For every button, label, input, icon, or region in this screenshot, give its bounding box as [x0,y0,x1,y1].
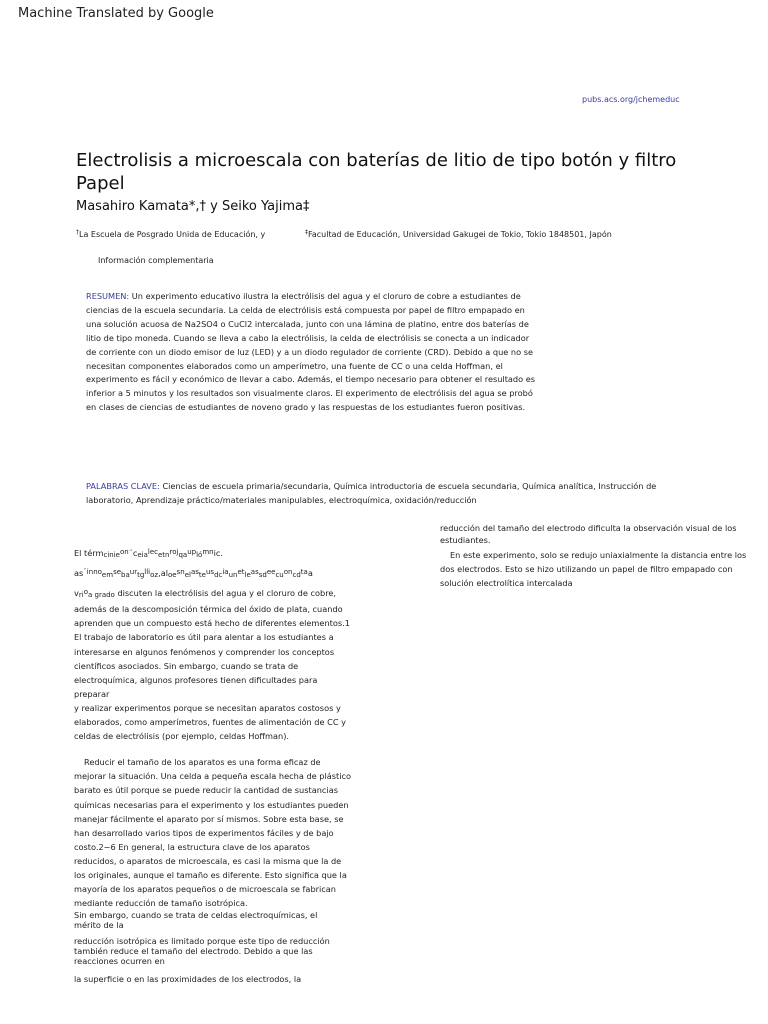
article-title: Electrolisis a microescala con baterías de litio de tipo botón y filtro Papel [76,150,677,194]
affiliation-1 [76,229,265,239]
right-paragraph-1: reducción del tamaño del electrodo dificulta la observación visual de los estudiantes. [440,523,737,545]
garbled-line-2: as¨innoemsebaurtgllioz,aloesnelasteusdciaunetleassdeecuoncdtaa [74,568,313,580]
keywords-text: Ciencias de escuela primaria/secundaria, Química introductoria de escuela secundaria, Química analítica, Instrucción de laboratorio, Aprendizaje práctico/materiales manipulables, electroquímica, oxidación/reducción [86,481,657,505]
keywords [86,480,696,508]
author-list: Masahiro Kamata*,† y Seiko Yajima‡ [76,199,310,214]
affiliation-text: La Escuela de Posgrado Unida de Educación, y [79,230,266,239]
keywords-label: PALABRAS CLAVE: [86,481,160,491]
affiliation-2 [305,229,612,239]
abstract-label: RESUMEN: [86,291,130,301]
machine-translation-banner: Machine Translated by Google [18,6,214,21]
garbled-line-1: El térmcinieon¨ceialecetnrojqauplómnic. [74,548,223,559]
affiliation-text: Facultad de Educación, Universidad Gakugei de Tokio, Tokio 1848501, Japón [308,230,612,239]
affiliation-mark: ‡ [305,229,308,236]
paragraph-1: además de la descomposición térmica del óxido de plata, cuando aprenden que un compuesto está hecho de diferentes elementos.1 El trabajo de laboratorio es útil para alentar a los estudiantes a interesarse en algunos fenómenos y comprender los conceptos científicos asociados. Sin embargo, cuando se trata de electroquímica, algunos profesores tienen dificultades para preparar y realizar experimentos porque se necesitan aparatos costosos y elaborados, como amperímetros, fuentes de alimentación de CC y celdas de electrólisis (por ejemplo, celdas Hoffman). [74,604,350,742]
paragraph-3: Sin embargo, cuando se trata de celdas electroquímicas, el mérito de la reducción isotrópica es limitado porque este tipo de reducción también reduce el tamaño del electrodo. Debido a que las reacciones ocurren en la superficie o en las proximidades de los electrodos, la [74,910,330,985]
paragraph-2: Reducir el tamaño de los aparatos es una forma eficaz de mejorar la situación. Una celda a pequeña escala hecha de plástico barato es útil porque se puede reducir la cantidad de sustancias químicas necesarias para el experimento y los estudiantes pueden manejar fácilmente el aparato por sí mismos. Sobre esta base, se han desarrollado varios tipos de experimentos fáciles y de bajo costo.2−6 En general, la estructura clave de los aparatos reducidos, o aparatos de microescala, es casi la misma que la de los originales, aunque el tamaño es diferente. Esto significa que la mayoría de los aparatos pequeños o de microescala se fabrican mediante reducción de tamaño isotrópica. [74,757,352,909]
body-right-column [440,522,756,591]
right-paragraph-2: En este experimento, solo se redujo uniaxialmente la distancia entre los dos electrodos. Esto se hizo utilizando un papel de filtro empapado con solución electrolítica intercalada [440,550,747,588]
body-left-column [74,545,374,984]
abstract-text: Un experimento educativo ilustra la electrólisis del agua y el cloruro de cobre a estudiantes de ciencias de la escuela secundaria. La celda de electrólisis está compuesta por papel de filtro empapado en una solución acuosa de Na2SO4 o CuCl2 intercalada, junto con una lámina de platino, entre dos baterías de litio de tipo moneda. Cuando se lleva a cabo la electrólisis, la celda de electrólisis se conecta a un indicador de corriente con un diodo emisor de luz (LED) y a un diodo regulador de corriente (CRD). Debido a que no se necesitan componentes elaborados como un amperímetro, una fuente de CC o una celda Hoffman, el experimento es fácil y económico de llevar a cabo. Además, el tiempo necesario para obtener el resultado es inferior a 5 minutos y los resultados son visualmente claros. El experimento de electrólisis del agua se probó en clases de ciencias de estudiantes de noveno grado y las respuestas de los estudiantes fueron positivas. [86,291,536,413]
garbled-line-3: vrioa grado discuten la electrólisis del agua y el cloruro de cobre, [74,588,337,600]
affiliation-mark: † [76,229,79,236]
abstract [86,290,538,415]
supporting-information-link[interactable]: Información complementaria [98,256,214,265]
journal-url[interactable]: pubs.acs.org/jchemeduc [582,95,680,104]
